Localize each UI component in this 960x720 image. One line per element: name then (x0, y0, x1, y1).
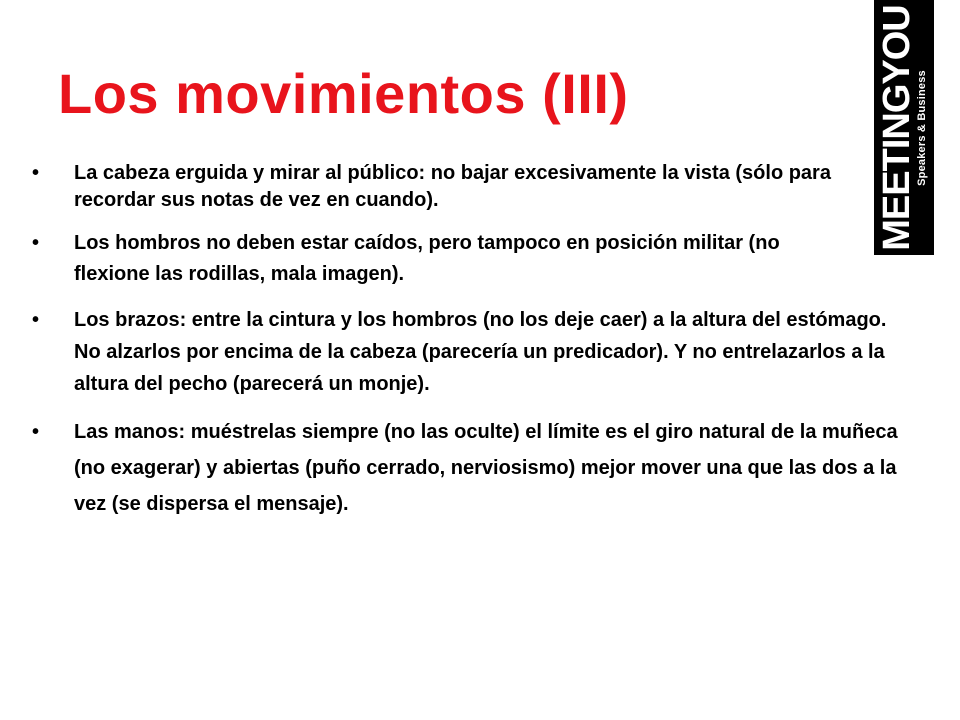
bullet-item-head (32, 160, 854, 214)
bullet-marker: • (32, 421, 40, 443)
slide-title: Los movimientos (III) (58, 62, 629, 125)
bullet-list (32, 160, 912, 522)
logo-brand-name: MEETINGYOU (876, 4, 918, 251)
bullet-item-shoulders (32, 228, 854, 290)
bullet-text: Las manos: muéstrelas siempre (no las oculte) el límite es el giro natural de la muñeca (no exagerar) y abiertas (puño cerrado, nerviosismo) mejor mover una que las dos a la vez (se dispersa el mensaje). (74, 421, 898, 515)
bullet-marker: • (32, 162, 40, 184)
bullet-text: Los brazos: entre la cintura y los hombros (no los deje caer) a la altura del estómago. No alzarlos por encima de la cabeza (parecería un predicador). Y no entrelazarlos a la altura del pecho (parecerá un monje). (74, 309, 887, 395)
bullet-text: Los hombros no deben estar caídos, pero tampoco en posición militar (no flexione las rodillas, mala imagen). (74, 232, 780, 285)
bullet-item-arms (32, 304, 904, 400)
bullet-marker: • (32, 232, 40, 254)
bullet-marker: • (32, 309, 40, 331)
bullet-item-hands (32, 414, 904, 522)
logo-tagline: Speakers & Business (916, 69, 928, 186)
bullet-text: La cabeza erguida y mirar al público: no bajar excesivamente la vista (sólo para recordar sus notas de vez en cuando). (74, 162, 831, 211)
